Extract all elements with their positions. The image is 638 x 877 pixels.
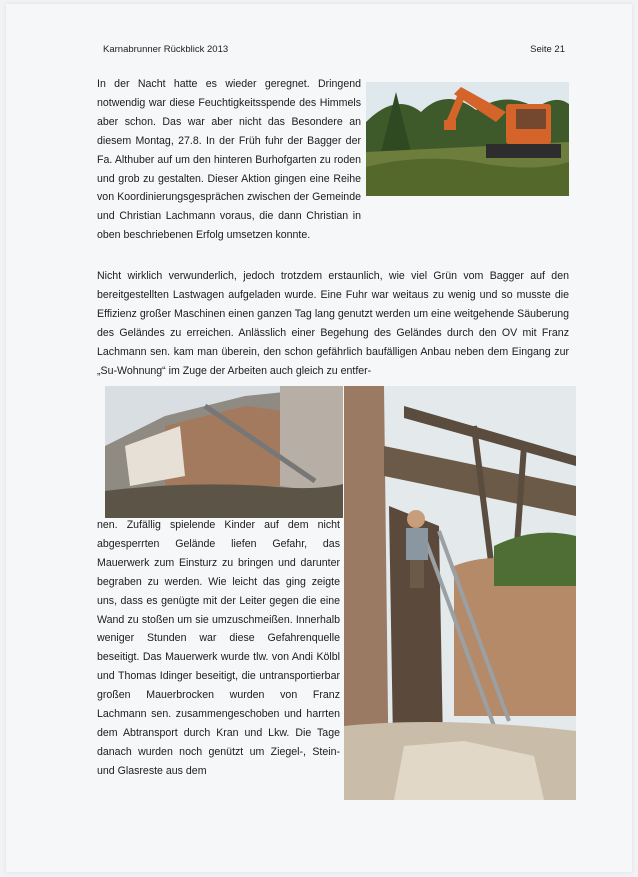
paragraph-3-text: nen. Zufällig spielende Kinder auf dem nicht abgesperrten Gelände liefen Gefahr, das Mauerwerk zum Einsturz zu bringen und darunter begraben zu werden. Wie leicht das ging zeigte uns, dass es genügte mit der Leiter gegen die eine Wand zu stoßen um sie umzuschmeißen. Innerhalb weniger Stunden war diese Gefahrenquelle beseitigt. Das Mauerwerk wurde tlw. von Andi Kölbl und Thomas Idinger beseitigt, die untransportierbar großen Mauerbrocken wurden von Franz Lachmann sen. zusammengeschoben und harrten dem Abtransport durch Kran und Lkw. Die Tage danach wurden noch genützt um Ziegel-, Stein- und Glasreste aus dem xyxy=(97,519,340,777)
paragraph-1-text: In der Nacht hatte es wieder geregnet. Dringend notwendig war diese Feuchtigkeitsspende des Himmels aber schon. Das war aber nicht das Besondere an diesem Montag, 27.8. In der Früh fuhr der Bagger der Fa. Althuber auf um den hinteren Burhofgarten zu roden und grob zu gestalten. Dieser Aktion gingen eine Reihe von Koordinierungsgesprächen zwischen der Gemeinde und Christian Lachmann voraus, die dann Christian in oben beschriebenen Erfolg umsetzen konnte. xyxy=(97,78,361,242)
paragraph-3 xyxy=(97,516,340,781)
header-title: Karnabrunner Rückblick 2013 xyxy=(103,44,229,55)
paragraph-2 xyxy=(97,267,569,380)
excavator-photo xyxy=(366,82,569,196)
annex-ruin-photo xyxy=(105,386,343,518)
page-number: Seite 21 xyxy=(530,44,565,55)
paragraph-2-text: Nicht wirklich verwunderlich, jedoch trotzdem erstaunlich, wie viel Grün vom Bagger auf den bereitgestellten Lastwagen aufgeladen wurde. Eine Fuhr war weitaus zu wenig und so musste die Effizienz großer Maschinen einen ganzen Tag lang genutzt werden um eine weitgehende Säuberung des Geländes zu erreichen. Anlässlich einer Begehung des Geländes durch den OV mit Franz Lachmann sen. kam man überein, den schon gefährlich baufälligen Anbau neben dem Eingang zur „Su-Wohnung“ im Zuge der Arbeiten auch gleich zu entfer- xyxy=(97,270,569,377)
document-page xyxy=(6,4,632,872)
paragraph-1-part-a xyxy=(97,75,361,245)
ladder-demolition-photo xyxy=(344,386,576,800)
